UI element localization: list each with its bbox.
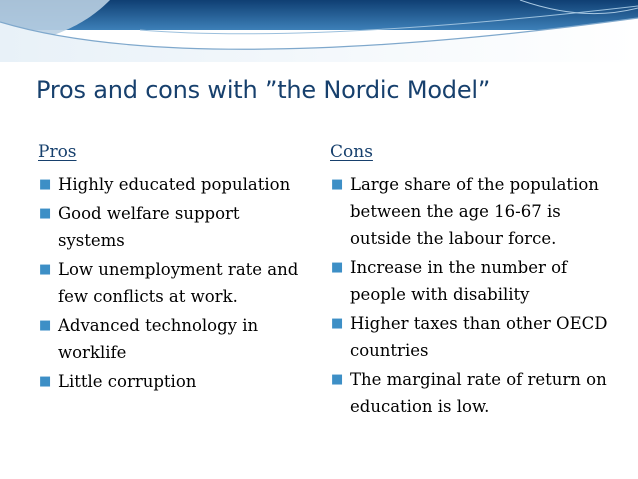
bullet-icon: ■ <box>39 374 52 389</box>
list-item <box>38 368 300 395</box>
bullet-icon: ■ <box>39 206 52 221</box>
list-item <box>330 366 620 420</box>
pros-column <box>38 140 300 397</box>
pros-heading: Pros <box>38 142 77 162</box>
bullet-icon: ■ <box>39 177 52 192</box>
slide-title: Pros and cons with ”the Nordic Model” <box>36 76 491 104</box>
bullet-icon: ■ <box>331 177 344 192</box>
list-item <box>330 310 620 364</box>
list-item <box>38 200 300 254</box>
pros-list <box>38 171 300 395</box>
list-item <box>38 256 300 310</box>
item-text: Little corruption <box>58 372 197 391</box>
item-text: Low unemployment rate and few conflicts at work. <box>58 260 299 306</box>
cons-column <box>330 140 620 422</box>
list-item <box>330 171 620 252</box>
list-item <box>330 254 620 308</box>
item-text: Large share of the population between the age 16-67 is outside the labour force. <box>350 175 599 248</box>
cons-list <box>330 171 620 420</box>
item-text: Advanced technology in worklife <box>58 316 259 362</box>
bullet-icon: ■ <box>331 372 344 387</box>
cons-heading: Cons <box>330 142 373 162</box>
bullet-icon: ■ <box>331 260 344 275</box>
list-item <box>38 171 300 198</box>
item-text: Higher taxes than other OECD countries <box>350 314 608 360</box>
header-banner <box>0 0 638 62</box>
bullet-icon: ■ <box>331 316 344 331</box>
item-text: The marginal rate of return on education is low. <box>350 370 607 416</box>
list-item <box>38 312 300 366</box>
item-text: Good welfare support systems <box>58 204 240 250</box>
item-text: Highly educated population <box>58 175 291 194</box>
bullet-icon: ■ <box>39 318 52 333</box>
bullet-icon: ■ <box>39 262 52 277</box>
item-text: Increase in the number of people with disability <box>350 258 568 304</box>
